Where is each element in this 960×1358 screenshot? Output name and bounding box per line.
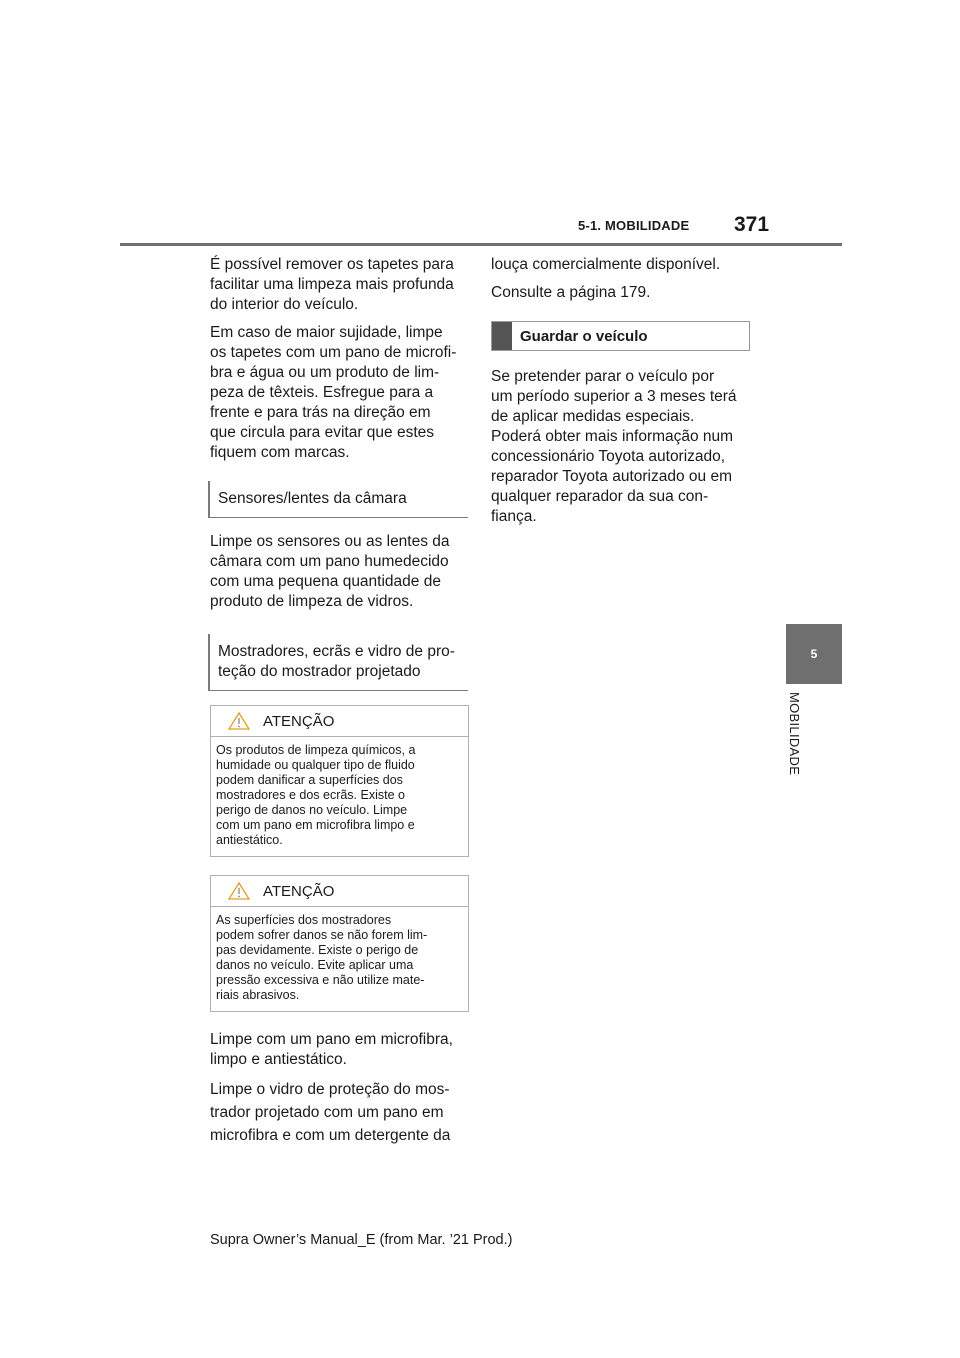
subheading-displays: Mostradores, ecrãs e vidro de pro- teção do mostrador projetado: [208, 634, 468, 691]
warning-header: [211, 876, 468, 907]
warning-header: [211, 706, 468, 737]
page-number: 371: [734, 213, 770, 236]
paragraph-mats-removal: É possível remover os tapetes para facilitar uma limpeza mais profunda do interior do veículo.: [210, 256, 454, 313]
chapter-side-label: MOBILIDADE: [787, 692, 802, 776]
paragraph-clean-hud-glass: Limpe o vidro de proteção do mos- trador projetado com um pano em microfibra e com um detergente da: [210, 1081, 451, 1144]
warning-box-surfaces: [210, 875, 469, 1012]
paragraph-continued: louça comercialmente disponível.: [491, 256, 721, 273]
warning-triangle-icon: [227, 881, 251, 901]
paragraph-mats-cleaning: Em caso de maior sujidade, limpe os tapetes com um pano de microfi- bra e água ou um produto de lim- peza de têxteis. Esfregue para a frente e para trás na direção em que circula para evitar que estes fiquem com marcas.: [210, 324, 457, 461]
subheading-sensors: Sensores/lentes da câmara: [208, 481, 468, 518]
chapter-tab: [786, 624, 842, 684]
paragraph-page-reference: Consulte a página 179.: [491, 284, 651, 301]
right-column: [491, 255, 753, 535]
left-column: [210, 255, 472, 1155]
chapter-number: 5: [810, 647, 818, 661]
running-header-section: 5-1. MOBILIDADE: [578, 218, 690, 233]
page-footer: Supra Owner’s Manual_E (from Mar. ’21 Prod.): [210, 1232, 513, 1248]
warning-triangle-icon: [227, 711, 251, 731]
paragraph-clean-microfiber: Limpe com um pano em microfibra, limpo e antiestático.: [210, 1031, 453, 1068]
paragraph-sensors: Limpe os sensores ou as lentes da câmara com um pano humedecido com uma pequena quantidade de produto de limpeza de vidros.: [210, 533, 450, 610]
warning-title: ATENÇÃO: [263, 712, 335, 730]
warning-text: Os produtos de limpeza químicos, a humidade ou qualquer tipo de fluido podem danificar a superfícies dos mostradores e dos ecrãs. Existe o perigo de danos no veículo. Limpe com um pano em microfibra limpo e antiestático.: [216, 743, 416, 847]
section-heading-storage: [491, 321, 750, 351]
section-heading-title: Guardar o veículo: [520, 327, 648, 345]
section-heading-bar: [492, 322, 512, 350]
warning-title: ATENÇÃO: [263, 882, 335, 900]
paragraph-storage: Se pretender parar o veículo por um período superior a 3 meses terá de aplicar medidas especiais. Poderá obter mais informação num concessionário Toyota autorizado, reparador Toyota autorizado ou em qualquer reparador da sua con- fiança.: [491, 368, 737, 525]
warning-box-chemicals: [210, 705, 469, 857]
warning-text: As superfícies dos mostradores podem sofrer danos se não forem lim- pas devidamente. Existe o perigo de danos no veículo. Evite aplicar uma pressão excessiva e não utilize mate- riais abrasivos.: [216, 913, 428, 1002]
header-divider: [120, 243, 842, 246]
